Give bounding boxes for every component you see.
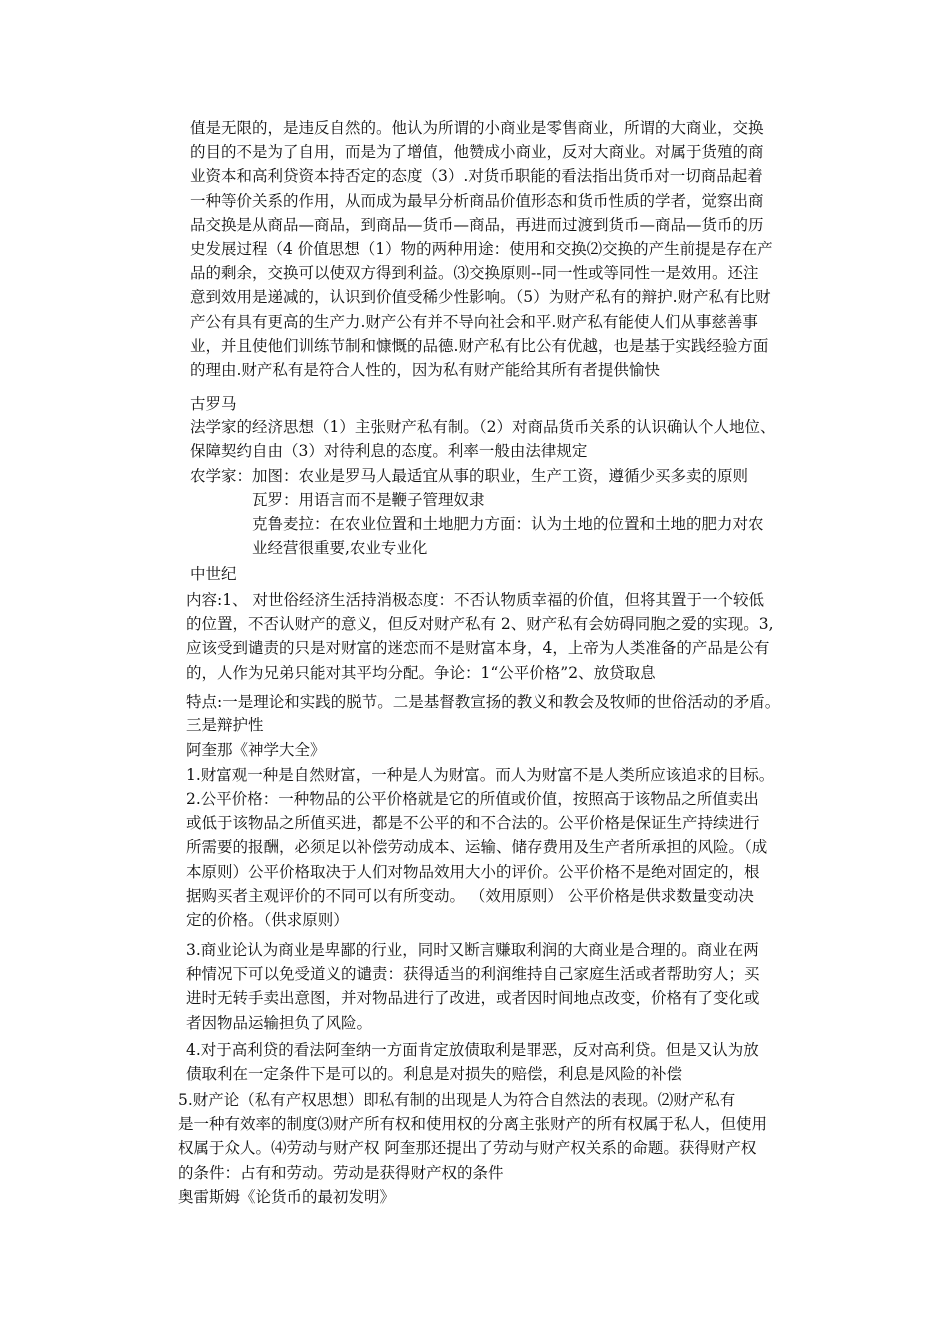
text-line: 或低于该物品之所值买进，都是不公平的和不合法的。公平价格是保证生产持续进行: [186, 814, 760, 833]
text-line: 史发展过程（4 价值思想（1）物的两种用途：使用和交换⑵交换的产生前提是存在产: [190, 240, 773, 259]
text-line: 业经营很重要,农业专业化: [252, 539, 428, 558]
list-item-commerce: [186, 938, 760, 1035]
paragraph-medieval-content: [186, 588, 774, 685]
text-line: 据购买者主观评价的不同可以有所变动。 （效用原则） 公平价格是供求数量变动决: [186, 886, 754, 905]
paragraph-apologetic: 三是辩护性: [186, 716, 264, 734]
paragraph-medieval-features: 特点:一是理论和实践的脱节。二是基督教宣扬的教义和教会及牧师的世俗活动的矛盾。: [186, 693, 781, 711]
text-line: 法学家的经济思想（1）主张财产私有制。（2）对商品货币关系的认识确认个人地位、: [190, 418, 776, 436]
text-line: 所需要的报酬，必须足以补偿劳动成本、运输、储存费用及生产者所承担的风险。（成: [186, 838, 768, 857]
text-line: 瓦罗：用语言而不是鞭子管理奴隶: [252, 491, 485, 509]
text-line: 保障契约自由（3）对待利息的态度。利率一般由法律规定: [190, 442, 588, 461]
text-line: 的条件：占有和劳动。劳动是获得财产权的条件: [178, 1163, 504, 1182]
text-line: 一种等价关系的作用，从而成为最早分析商品价值形态和货币性质的学者，觉察出商: [190, 191, 764, 210]
text-line: 4.对于高利贷的看法阿奎纳一方面肯定放债取利是罪恶，反对高利贷。但是又认为放: [186, 1041, 759, 1059]
paragraph-aristotle-summary: [190, 116, 773, 382]
text-line: 者因物品运输担负了风险。: [186, 1013, 373, 1032]
paragraph-agronomists-others: [252, 488, 764, 561]
heading-aquinas: 阿奎那《神学大全》: [186, 741, 326, 759]
text-line: 是一种有效率的制度⑶财产所有权和使用权的分离主张财产的所有权属于私人，但使用: [178, 1115, 768, 1134]
text-line: 应该受到谴责的只是对财富的迷恋而不是财富本身，4，上帝为人类准备的产品是公有: [186, 639, 770, 658]
text-line: 5.财产论（私有产权思想）即私有制的出现是人为符合自然法的表现。⑵财产私有: [178, 1091, 736, 1109]
text-line: 业资本和高利贷资本持否定的态度（3）.对货币职能的看法指出货币对一切商品起着: [190, 167, 763, 186]
list-item-wealth: 1.财富观一种是自然财富，一种是人为财富。而人为财富不是人类所应该追求的目标。: [186, 766, 775, 784]
text-line: 进时无转手卖出意图，并对物品进行了改进，或者因时间地点改变，价格有了变化或: [186, 989, 760, 1008]
list-item-usury: [186, 1038, 759, 1086]
text-line: 债取利在一定条件下是可以的。利息是对损失的赔偿，利息是风险的补偿: [186, 1065, 683, 1084]
paragraph-jurists: [190, 415, 775, 463]
text-line: 的位置，不否认财产的意义，但反对财产私有 2、财产私有会妨碍同胞之爱的实现。3,: [186, 615, 774, 634]
list-item-just-price: [186, 787, 767, 932]
text-line: 定的价格。（供求原则）: [186, 911, 349, 930]
text-line: 的理由.财产私有是符合人性的，因为私有财产能给其所有者提供愉快: [190, 361, 660, 380]
heading-oresme: 奥雷斯姆《论货币的最初发明》: [178, 1188, 396, 1206]
list-item-property: [178, 1088, 767, 1185]
text-line: 意到效用是递减的，认识到价值受稀少性影响。（5）为财产私有的辩护.财产私有比财: [190, 288, 771, 307]
text-line: 本原则）公平价格取决于人们对物品效用大小的评价。公平价格不是绝对固定的，根: [186, 862, 760, 881]
text-line: 值是无限的，是违反自然的。他认为所谓的小商业是零售商业，所谓的大商业，交换: [190, 119, 764, 137]
text-line: 种情况下可以免受道义的谴责：获得适当的利润维持自己家庭生活或者帮助穷人；买: [186, 965, 760, 984]
text-line: 业，并且使他们训练节制和慷慨的品德.财产私有比公有优越，也是基于实践经验方面: [190, 336, 769, 355]
text-line: 的，人作为兄弟只能对其平均分配。争论：1“公平价格”2、放贷取息: [186, 663, 656, 682]
text-line: 权属于众人。⑷劳动与财产权 阿奎那还提出了劳动与财产权关系的命题。获得财产权: [178, 1139, 757, 1158]
text-line: 品的剩余，交换可以使双方得到利益。⑶交换原则--同一性或等同性一是效用。还注: [190, 264, 759, 283]
heading-middle-ages: 中世纪: [190, 565, 237, 583]
text-line: 品交换是从商品—商品，到商品—货币—商品，再进而过渡到货币—商品—货币的历: [190, 215, 764, 234]
text-line: 产公有具有更高的生产力.财产公有并不导向社会和平.财产私有能使人们从事慈善事: [190, 312, 758, 331]
text-line: 内容:1、 对世俗经济生活持消极态度：不否认物质幸福的价值，但将其置于一个较低: [186, 591, 765, 609]
paragraph-agronomists-cato: 农学家：加图：农业是罗马人最适宜从事的职业，生产工资，遵循少买多卖的原则: [190, 467, 749, 485]
text-line: 2.公平价格：一种物品的公平价格就是它的所值或价值，按照高于该物品之所值卖出: [186, 790, 759, 808]
heading-ancient-rome: 古罗马: [190, 395, 237, 413]
text-line: 3.商业论认为商业是卑鄙的行业，同时又断言赚取利润的大商业是合理的。商业在两: [186, 941, 759, 959]
text-line: 克鲁麦拉：在农业位置和土地肥力方面：认为土地的位置和土地的肥力对农: [252, 515, 764, 534]
text-line: 的目的不是为了自用，而是为了增值，他赞成小商业，反对大商业。对属于货殖的商: [190, 143, 764, 162]
